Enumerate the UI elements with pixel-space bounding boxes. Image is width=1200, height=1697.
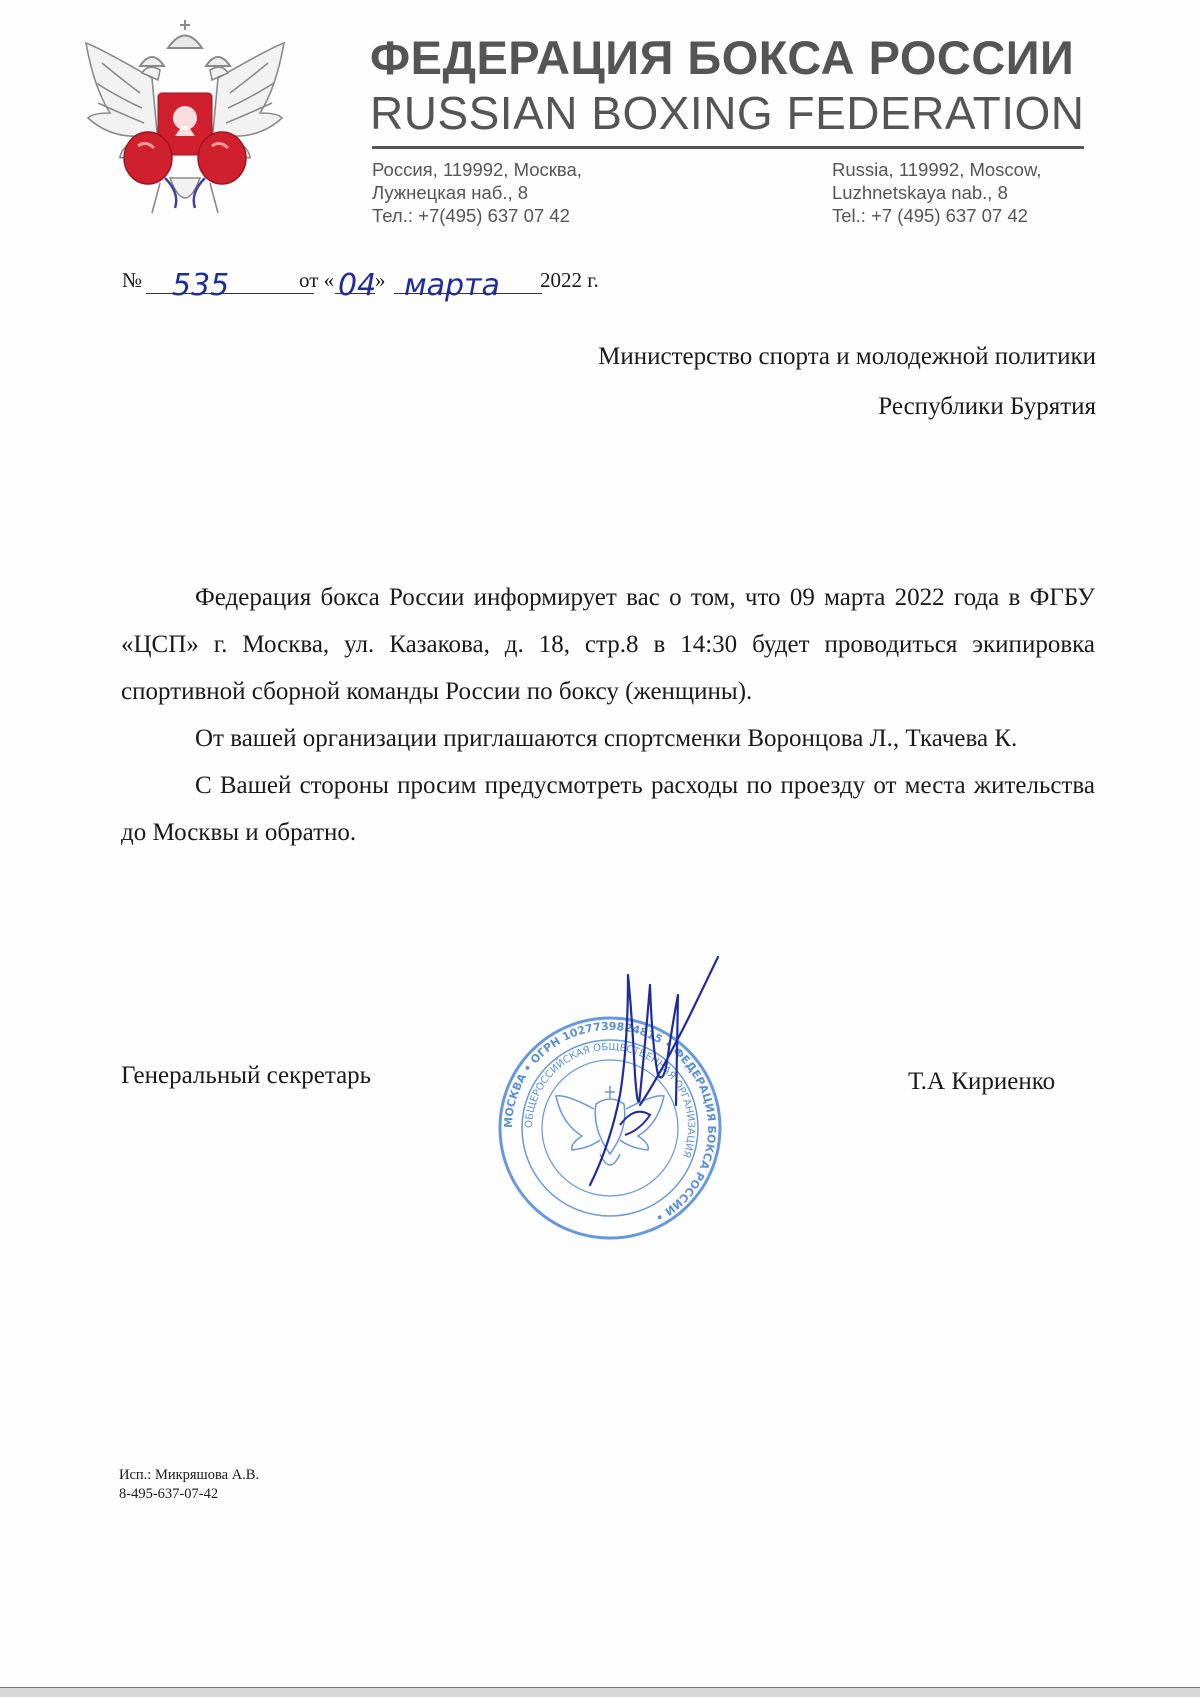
signatory-name: Т.А Кириенко bbox=[908, 1068, 1056, 1095]
stamp-inner-text: ОБЩЕРОССИЙСКАЯ ОБЩЕСТВЕННАЯ ОРГАНИЗАЦИЯ bbox=[523, 1041, 697, 1159]
from-label: от « bbox=[299, 268, 335, 292]
address-ru-phone: Тел.: +7(495) 637 07 42 bbox=[372, 205, 570, 226]
address-en-line: Russia, 119992, Moscow, bbox=[832, 159, 1042, 180]
addressee bbox=[598, 332, 1096, 432]
stamp-outer-text: МОСКВА • ОГРН 1027739824815 • ФЕДЕРАЦИЯ БОКСА РОССИИ • bbox=[501, 1019, 719, 1225]
address-en bbox=[832, 158, 1041, 227]
executor-phone: 8-495-637-07-42 bbox=[119, 1486, 219, 1502]
body-paragraph: От вашей организации приглашаются спортсменки Воронцова Л., Ткачева К. bbox=[195, 725, 1018, 752]
executor-info bbox=[119, 1466, 259, 1504]
scan-margin bbox=[0, 1688, 1200, 1697]
addressee-line: Министерство спорта и молодежной политики bbox=[598, 343, 1096, 370]
address-ru-line: Лужнецкая наб., 8 bbox=[372, 182, 529, 203]
body-paragraph: Федерация бокса России информирует вас о том, что 09 марта 2022 года в ФГБУ «ЦСП» г. Москва, ул. Казакова, д. 18, стр.8 в 14:30 будет проводиться экипировка спортивной сборной команды России по боксу (женщины). bbox=[121, 584, 1095, 705]
year-suffix: 2022 г. bbox=[540, 268, 599, 292]
handwritten-day: 04 bbox=[338, 268, 377, 303]
number-prefix: № bbox=[122, 268, 143, 292]
double-headed-eagle-boxing-gloves-icon bbox=[80, 18, 290, 228]
letter-body bbox=[121, 574, 1095, 856]
address-en-line: Luzhnetskaya nab., 8 bbox=[832, 182, 1008, 203]
handwritten-month: марта bbox=[404, 268, 500, 303]
letterhead-divider bbox=[372, 146, 1084, 149]
org-name-ru: ФЕДЕРАЦИЯ БОКСА РОССИИ bbox=[370, 31, 1075, 84]
handwritten-signature-icon bbox=[580, 955, 720, 1195]
address-en-phone: Tel.: +7 (495) 637 07 42 bbox=[832, 205, 1028, 226]
address-ru bbox=[372, 158, 582, 227]
address-ru-line: Россия, 119992, Москва, bbox=[372, 159, 582, 180]
signatory-role: Генеральный секретарь bbox=[121, 1062, 372, 1089]
org-name-en: RUSSIAN BOXING FEDERATION bbox=[370, 87, 1085, 139]
body-paragraph: С Вашей стороны просим предусмотреть расходы по проезду от места жительства до Москвы и обратно. bbox=[121, 772, 1095, 846]
addressee-line: Республики Бурятия bbox=[878, 393, 1096, 420]
day-close: » bbox=[375, 268, 386, 292]
handwritten-number: 535 bbox=[172, 268, 230, 303]
executor-name: Исп.: Микряшова А.В. bbox=[119, 1467, 260, 1483]
